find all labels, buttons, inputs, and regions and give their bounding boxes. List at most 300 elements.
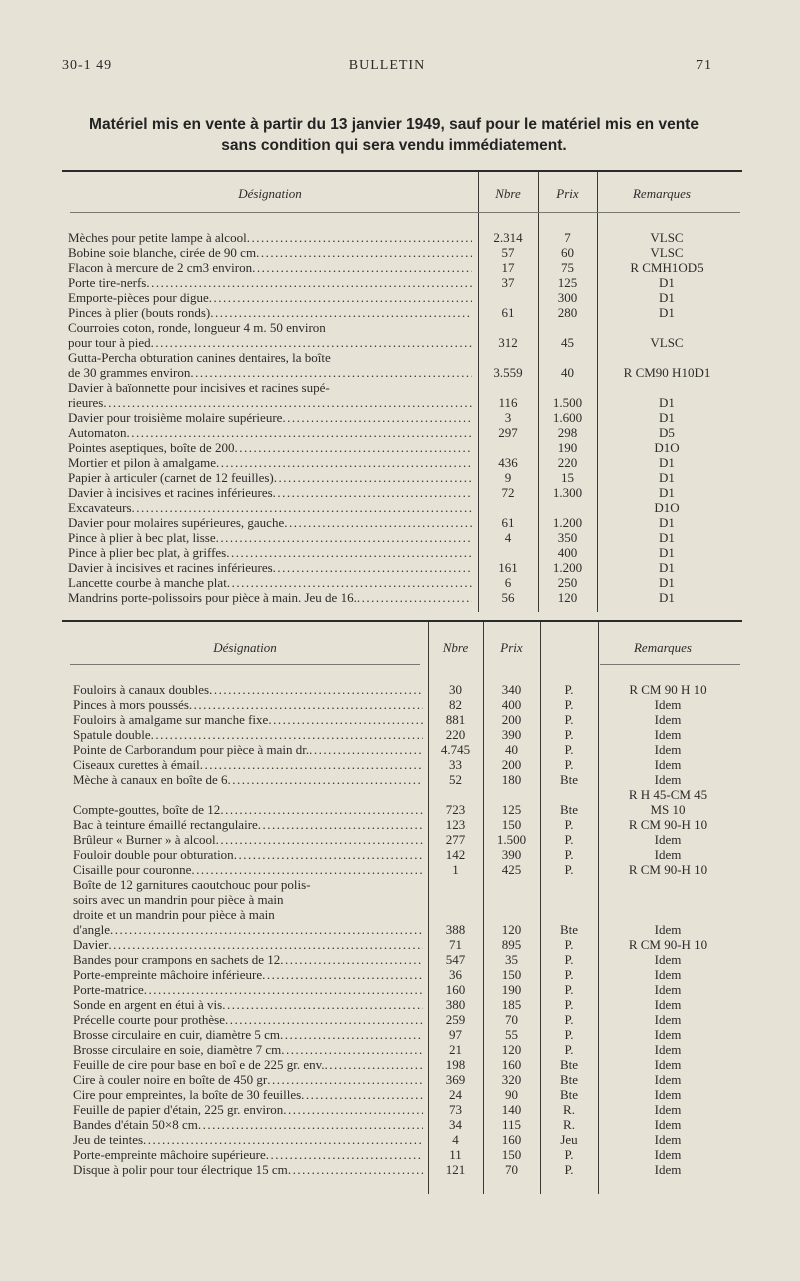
- cell-nbre: 56: [501, 590, 515, 605]
- table-row: [68, 440, 740, 455]
- cell-nbre: 161: [498, 560, 518, 575]
- table-row: [68, 230, 740, 245]
- cell-remarques: D1: [659, 470, 675, 485]
- cell-nbre: 82: [449, 697, 462, 712]
- cell-remarques: R CM 90-H 10: [628, 862, 708, 877]
- cell-remarques: MS 10: [650, 802, 686, 817]
- cell-remarques: Idem: [654, 847, 682, 862]
- cell-remarques: D1O: [654, 440, 680, 455]
- table-row: [68, 245, 740, 260]
- cell-remarques: Idem: [654, 982, 682, 997]
- cell-unite: P.: [564, 757, 574, 772]
- cell-unite: P.: [564, 712, 574, 727]
- cell-prix: 1.500: [552, 395, 583, 410]
- table-1-header-prix: Prix: [556, 186, 579, 201]
- cell-remarques: R CM 90-H 10: [628, 937, 708, 952]
- cell-nbre: 73: [449, 1102, 462, 1117]
- cell-remarques: D1: [659, 275, 675, 290]
- table-row: [68, 575, 740, 590]
- cell-designation: Mèches pour petite lampe à alcool .....: [68, 230, 472, 245]
- table-row: [73, 1117, 743, 1132]
- cell-designation: Courroies coton, ronde, longueur 4 m. 50 environ: [68, 320, 326, 335]
- table-row: [68, 515, 740, 530]
- cell-nbre: 21: [449, 1042, 462, 1057]
- cell-prix: 70: [505, 1162, 518, 1177]
- table-row: [68, 275, 740, 290]
- cell-remarques: Idem: [654, 997, 682, 1012]
- cell-designation: Papier à articuler (carnet de 12 feuilles) .....: [68, 470, 472, 485]
- cell-remarques: Idem: [654, 1117, 682, 1132]
- cell-unite: P.: [564, 952, 574, 967]
- cell-nbre: 142: [445, 847, 466, 862]
- cell-designation: Jeu de teintes .....: [73, 1132, 423, 1147]
- cell-designation: Davier à baïonnette pour incisives et racines supé-: [68, 380, 330, 395]
- cell-prix: 895: [501, 937, 522, 952]
- cell-designation: Davier .....: [73, 937, 423, 952]
- cell-unite: P.: [564, 967, 574, 982]
- table-row: [73, 682, 743, 697]
- cell-remarques: R H 45-CM 45: [628, 787, 708, 802]
- cell-nbre: 30: [449, 682, 462, 697]
- cell-unite: Bte: [559, 772, 579, 787]
- cell-prix: 150: [501, 817, 522, 832]
- cell-designation: Porte-matrice .....: [73, 982, 423, 997]
- cell-remarques: D1O: [654, 500, 680, 515]
- table-row: [73, 787, 743, 802]
- cell-remarques: Idem: [654, 1042, 682, 1057]
- table-2-header-prix: Prix: [500, 640, 523, 655]
- cell-nbre: 97: [449, 1027, 462, 1042]
- cell-prix: 250: [557, 575, 578, 590]
- cell-prix: 160: [501, 1057, 522, 1072]
- cell-remarques: D1: [659, 545, 675, 560]
- cell-designation: Mortier et pilon à amalgame .....: [68, 455, 472, 470]
- cell-nbre: 388: [445, 922, 466, 937]
- cell-designation: de 30 grammes environ .....: [68, 365, 472, 380]
- cell-nbre: 121: [445, 1162, 466, 1177]
- table-2-body: [73, 682, 743, 1177]
- cell-remarques: Idem: [654, 1132, 682, 1147]
- intro-heading: Matériel mis en vente à partir du 13 janvier 1949, sauf pour le matériel mis en vente sans condition qui sera vendu immédiatement.: [89, 116, 699, 154]
- cell-remarques: Idem: [654, 922, 682, 937]
- cell-remarques: R CM 90-H 10: [628, 817, 708, 832]
- table-row: [68, 320, 740, 335]
- cell-remarques: R CM90 H10D1: [623, 365, 711, 380]
- cell-nbre: 34: [449, 1117, 462, 1132]
- cell-unite: Bte: [559, 1087, 579, 1102]
- table-2-header-remarques: Remarques: [633, 640, 692, 655]
- cell-nbre: 1: [452, 862, 459, 877]
- cell-nbre: 71: [449, 937, 462, 952]
- cell-designation: Mèche à canaux en boîte de 6 .....: [73, 772, 423, 787]
- table-2-header-rule: [70, 664, 420, 665]
- cell-nbre: 33: [449, 757, 462, 772]
- cell-designation: Bobine soie blanche, cirée de 90 cm .....: [68, 245, 472, 260]
- cell-nbre: 9: [504, 470, 512, 485]
- cell-remarques: Idem: [654, 832, 682, 847]
- cell-unite: P.: [564, 727, 574, 742]
- cell-nbre: 37: [501, 275, 515, 290]
- cell-designation: Ciseaux curettes à émail .....: [73, 757, 423, 772]
- cell-remarques: Idem: [654, 1012, 682, 1027]
- cell-unite: P.: [564, 817, 574, 832]
- cell-prix: 298: [557, 425, 578, 440]
- cell-nbre: 17: [501, 260, 515, 275]
- cell-nbre: 160: [445, 982, 466, 997]
- cell-designation: Brûleur « Burner » à alcool .....: [73, 832, 423, 847]
- table-row: [73, 1102, 743, 1117]
- table-row: [73, 1072, 743, 1087]
- cell-remarques: D1: [659, 305, 675, 320]
- cell-designation: Flacon à mercure de 2 cm3 environ .....: [68, 260, 472, 275]
- page-number: 71: [696, 58, 712, 73]
- cell-prix: 150: [501, 1147, 522, 1162]
- table-row: [73, 937, 743, 952]
- table-row: [73, 997, 743, 1012]
- cell-unite: R.: [563, 1117, 575, 1132]
- cell-designation: Davier à incisives et racines inférieures .....: [68, 560, 472, 575]
- cell-unite: P.: [564, 742, 574, 757]
- cell-prix: 180: [501, 772, 522, 787]
- cell-designation: Disque à polir pour tour électrique 15 cm .....: [73, 1162, 423, 1177]
- table-1-bottom-rule: [62, 620, 742, 622]
- issue-number: 30-1 49: [62, 58, 113, 73]
- cell-nbre: 4: [452, 1132, 459, 1147]
- table-row: [73, 907, 743, 922]
- cell-prix: 400: [557, 545, 578, 560]
- cell-nbre: 123: [445, 817, 466, 832]
- cell-prix: 1.500: [496, 832, 527, 847]
- cell-prix: 1.200: [552, 560, 583, 575]
- cell-prix: 120: [501, 922, 522, 937]
- table-row: [73, 847, 743, 862]
- cell-remarques: R CMH1OD5: [630, 260, 704, 275]
- cell-nbre: 6: [504, 575, 512, 590]
- cell-unite: Jeu: [560, 1132, 578, 1147]
- cell-prix: 390: [501, 727, 522, 742]
- cell-prix: 1.200: [552, 515, 583, 530]
- cell-remarques: Idem: [654, 952, 682, 967]
- table-row: [73, 1132, 743, 1147]
- cell-prix: 90: [505, 1087, 518, 1102]
- cell-prix: 190: [501, 982, 522, 997]
- cell-nbre: 881: [445, 712, 466, 727]
- table-row: [68, 365, 740, 380]
- cell-nbre: 24: [449, 1087, 462, 1102]
- cell-designation: Feuille de papier d'étain, 225 gr. environ .....: [73, 1102, 423, 1117]
- cell-nbre: 11: [449, 1147, 462, 1162]
- cell-prix: 40: [505, 742, 518, 757]
- cell-designation: Cisaille pour couronne .....: [73, 862, 423, 877]
- cell-prix: 125: [501, 802, 522, 817]
- cell-designation: Bandes pour crampons en sachets de 12 .....: [73, 952, 423, 967]
- cell-prix: 7: [564, 230, 571, 245]
- cell-designation: Cire à couler noire en boîte de 450 gr .....: [73, 1072, 423, 1087]
- cell-unite: Bte: [559, 802, 579, 817]
- cell-remarques: R CM 90 H 10: [629, 682, 707, 697]
- table-row: [73, 1147, 743, 1162]
- cell-unite: P.: [564, 832, 574, 847]
- cell-remarques: D1: [659, 560, 675, 575]
- cell-unite: P.: [564, 1042, 574, 1057]
- cell-prix: 40: [561, 365, 574, 380]
- cell-remarques: D1: [659, 410, 675, 425]
- cell-nbre: 61: [501, 515, 515, 530]
- cell-remarques: Idem: [654, 742, 682, 757]
- table-row: [73, 892, 743, 907]
- cell-nbre: 116: [498, 395, 518, 410]
- cell-designation: Porte tire-nerfs .....: [68, 275, 472, 290]
- cell-remarques: D1: [659, 515, 675, 530]
- cell-remarques: D1: [659, 395, 675, 410]
- cell-remarques: Idem: [654, 1147, 682, 1162]
- cell-remarques: D1: [659, 485, 675, 500]
- cell-prix: 1.300: [552, 485, 583, 500]
- cell-unite: P.: [564, 682, 574, 697]
- cell-prix: 150: [501, 967, 522, 982]
- cell-prix: 115: [501, 1117, 522, 1132]
- cell-remarques: D5: [659, 425, 675, 440]
- cell-remarques: Idem: [654, 967, 682, 982]
- table-row: [68, 350, 740, 365]
- cell-remarques: Idem: [654, 757, 682, 772]
- table-row: [73, 967, 743, 982]
- table-row: [68, 335, 740, 350]
- cell-designation: Mandrins porte-polissoirs pour pièce à main. Jeu de 16. .....: [68, 590, 472, 605]
- cell-prix: 200: [501, 757, 522, 772]
- cell-prix: 125: [557, 275, 578, 290]
- cell-designation: Davier à incisives et racines inférieures .....: [68, 485, 472, 500]
- cell-unite: P.: [564, 1147, 574, 1162]
- table-row: [68, 425, 740, 440]
- cell-nbre: 436: [498, 455, 518, 470]
- cell-unite: P.: [564, 997, 574, 1012]
- table-row: [73, 727, 743, 742]
- cell-prix: 15: [561, 470, 574, 485]
- cell-designation: soirs avec un mandrin pour pièce à main: [73, 892, 284, 907]
- table-row: [68, 290, 740, 305]
- cell-designation: Gutta-Percha obturation canines dentaires, la boîte: [68, 350, 331, 365]
- table-row: [73, 832, 743, 847]
- cell-nbre: 61: [501, 305, 515, 320]
- running-header: [62, 58, 712, 80]
- table-row: [73, 1012, 743, 1027]
- table-row: [68, 560, 740, 575]
- cell-nbre: 36: [449, 967, 462, 982]
- cell-nbre: 380: [445, 997, 466, 1012]
- table-row: [73, 982, 743, 997]
- cell-prix: 300: [557, 290, 578, 305]
- cell-designation: Fouloirs à canaux doubles .....: [73, 682, 423, 697]
- table-row: [73, 1162, 743, 1177]
- cell-prix: 120: [557, 590, 578, 605]
- cell-nbre: 369: [445, 1072, 466, 1087]
- cell-designation: Spatule double .....: [73, 727, 423, 742]
- table-row: [73, 922, 743, 937]
- cell-nbre: 2.314: [493, 230, 523, 245]
- cell-prix: 425: [501, 862, 522, 877]
- cell-designation: Porte-empreinte mâchoire supérieure .....: [73, 1147, 423, 1162]
- cell-unite: Bte: [559, 1072, 579, 1087]
- cell-remarques: VLSC: [650, 245, 684, 260]
- cell-remarques: D1: [659, 530, 675, 545]
- cell-prix: 60: [561, 245, 574, 260]
- cell-unite: P.: [564, 847, 574, 862]
- table-row: [73, 1087, 743, 1102]
- cell-nbre: 277: [445, 832, 466, 847]
- cell-remarques: Idem: [654, 1057, 682, 1072]
- table-row: [73, 1027, 743, 1042]
- cell-prix: 390: [501, 847, 522, 862]
- cell-designation: Pointes aseptiques, boîte de 200 .....: [68, 440, 472, 455]
- cell-nbre: 723: [445, 802, 466, 817]
- cell-nbre: 547: [445, 952, 466, 967]
- cell-nbre: 52: [449, 772, 462, 787]
- cell-prix: 35: [505, 952, 518, 967]
- cell-nbre: 220: [445, 727, 466, 742]
- cell-designation: Brosse circulaire en cuir, diamètre 5 cm .....: [73, 1027, 423, 1042]
- table-row: [73, 712, 743, 727]
- cell-remarques: Idem: [654, 727, 682, 742]
- cell-unite: P.: [564, 1027, 574, 1042]
- cell-designation: Lancette courbe à manche plat .....: [68, 575, 472, 590]
- cell-unite: P.: [564, 1012, 574, 1027]
- publication-title: BULLETIN: [348, 58, 426, 73]
- table-row: [68, 260, 740, 275]
- table-row: [68, 395, 740, 410]
- cell-designation: Emporte-pièces pour digue .....: [68, 290, 472, 305]
- cell-prix: 340: [501, 682, 522, 697]
- cell-designation: Fouloir double pour obturation .....: [73, 847, 423, 862]
- cell-designation: Sonde en argent en étui à vis .....: [73, 997, 423, 1012]
- cell-prix: 1.600: [552, 410, 583, 425]
- cell-designation: Porte-empreinte mâchoire inférieure .....: [73, 967, 423, 982]
- table-row: [68, 470, 740, 485]
- cell-remarques: Idem: [654, 697, 682, 712]
- cell-prix: 400: [501, 697, 522, 712]
- cell-remarques: D1: [659, 575, 675, 590]
- cell-nbre: 297: [498, 425, 518, 440]
- table-row: [73, 802, 743, 817]
- cell-unite: P.: [564, 982, 574, 997]
- cell-unite: P.: [564, 937, 574, 952]
- table-row: [68, 485, 740, 500]
- table-1-body: [68, 230, 740, 605]
- cell-prix: 120: [501, 1042, 522, 1057]
- table-row: [68, 380, 740, 395]
- cell-remarques: D1: [659, 290, 675, 305]
- cell-designation: Pince à plier à bec plat, lisse .....: [68, 530, 472, 545]
- cell-prix: 200: [501, 712, 522, 727]
- cell-designation: Automaton .....: [68, 425, 472, 440]
- table-row: [68, 455, 740, 470]
- cell-nbre: 3: [504, 410, 512, 425]
- cell-designation: Davier pour molaires supérieures, gauche .....: [68, 515, 472, 530]
- cell-nbre: 259: [445, 1012, 466, 1027]
- cell-designation: Bac à teinture émaillé rectangulaire .....: [73, 817, 423, 832]
- cell-nbre: 312: [498, 335, 518, 350]
- cell-prix: 320: [501, 1072, 522, 1087]
- cell-remarques: Idem: [654, 772, 682, 787]
- cell-designation: Bandes d'étain 50×8 cm .....: [73, 1117, 423, 1132]
- table-row: [68, 500, 740, 515]
- cell-unite: Bte: [559, 922, 579, 937]
- cell-prix: 45: [561, 335, 574, 350]
- cell-prix: 75: [561, 260, 574, 275]
- table-row: [68, 545, 740, 560]
- cell-remarques: Idem: [654, 712, 682, 727]
- table-row: [68, 305, 740, 320]
- cell-remarques: VLSC: [650, 230, 684, 245]
- table-row: [73, 742, 743, 757]
- table-row: [73, 952, 743, 967]
- cell-designation: Précelle courte pour prothèse .....: [73, 1012, 423, 1027]
- cell-prix: 55: [505, 1027, 518, 1042]
- cell-designation: Fouloirs à amalgame sur manche fixe .....: [73, 712, 423, 727]
- cell-designation: pour tour à pied .....: [68, 335, 472, 350]
- cell-prix: 280: [557, 305, 578, 320]
- table-row: [73, 817, 743, 832]
- table-2-header-designation: Désignation: [213, 640, 277, 655]
- cell-designation: Pince à plier bec plat, à griffes .....: [68, 545, 472, 560]
- cell-prix: 185: [501, 997, 522, 1012]
- table-1-header-rule: [70, 212, 740, 213]
- cell-unite: P.: [564, 697, 574, 712]
- cell-designation: droite et un mandrin pour pièce à main: [73, 907, 275, 922]
- cell-designation: Excavateurs .....: [68, 500, 472, 515]
- table-row: [73, 1042, 743, 1057]
- cell-designation: d'angle .....: [73, 922, 423, 937]
- cell-remarques: D1: [659, 455, 675, 470]
- cell-designation: Pointe de Carborandum pour pièce à main dr. .....: [73, 742, 423, 757]
- cell-designation: rieures .....: [68, 395, 472, 410]
- table-row: [73, 862, 743, 877]
- table-2-header-rule-right: [600, 664, 740, 665]
- table-row: [68, 410, 740, 425]
- cell-nbre: 72: [501, 485, 515, 500]
- cell-unite: P.: [564, 862, 574, 877]
- table-1-top-rule: [62, 170, 742, 172]
- table-row: [68, 590, 740, 605]
- cell-designation: Brosse circulaire en soie, diamètre 7 cm .....: [73, 1042, 423, 1057]
- table-1-header-designation: Désignation: [238, 186, 302, 201]
- cell-prix: 140: [501, 1102, 522, 1117]
- cell-nbre: 4.745: [440, 742, 471, 757]
- cell-designation: Pinces à plier (bouts ronds) .....: [68, 305, 472, 320]
- cell-designation: Davier pour troisième molaire supérieure .....: [68, 410, 472, 425]
- cell-remarques: Idem: [654, 1162, 682, 1177]
- cell-designation: Pinces à mors poussés .....: [73, 697, 423, 712]
- table-row: [73, 1057, 743, 1072]
- table-row: [73, 877, 743, 892]
- cell-remarques: D1: [659, 590, 675, 605]
- cell-nbre: 3.559: [493, 365, 523, 380]
- cell-nbre: 198: [445, 1057, 466, 1072]
- cell-prix: 350: [557, 530, 578, 545]
- cell-prix: 190: [557, 440, 578, 455]
- cell-designation: Compte-gouttes, boîte de 12 .....: [73, 802, 423, 817]
- cell-nbre: 57: [501, 245, 515, 260]
- cell-remarques: Idem: [654, 1072, 682, 1087]
- table-row: [73, 772, 743, 787]
- cell-remarques: VLSC: [650, 335, 684, 350]
- cell-unite: R.: [563, 1102, 575, 1117]
- table-row: [68, 530, 740, 545]
- cell-nbre: 4: [504, 530, 512, 545]
- table-2-header-nbre: Nbre: [442, 640, 469, 655]
- cell-remarques: Idem: [654, 1087, 682, 1102]
- cell-remarques: Idem: [654, 1102, 682, 1117]
